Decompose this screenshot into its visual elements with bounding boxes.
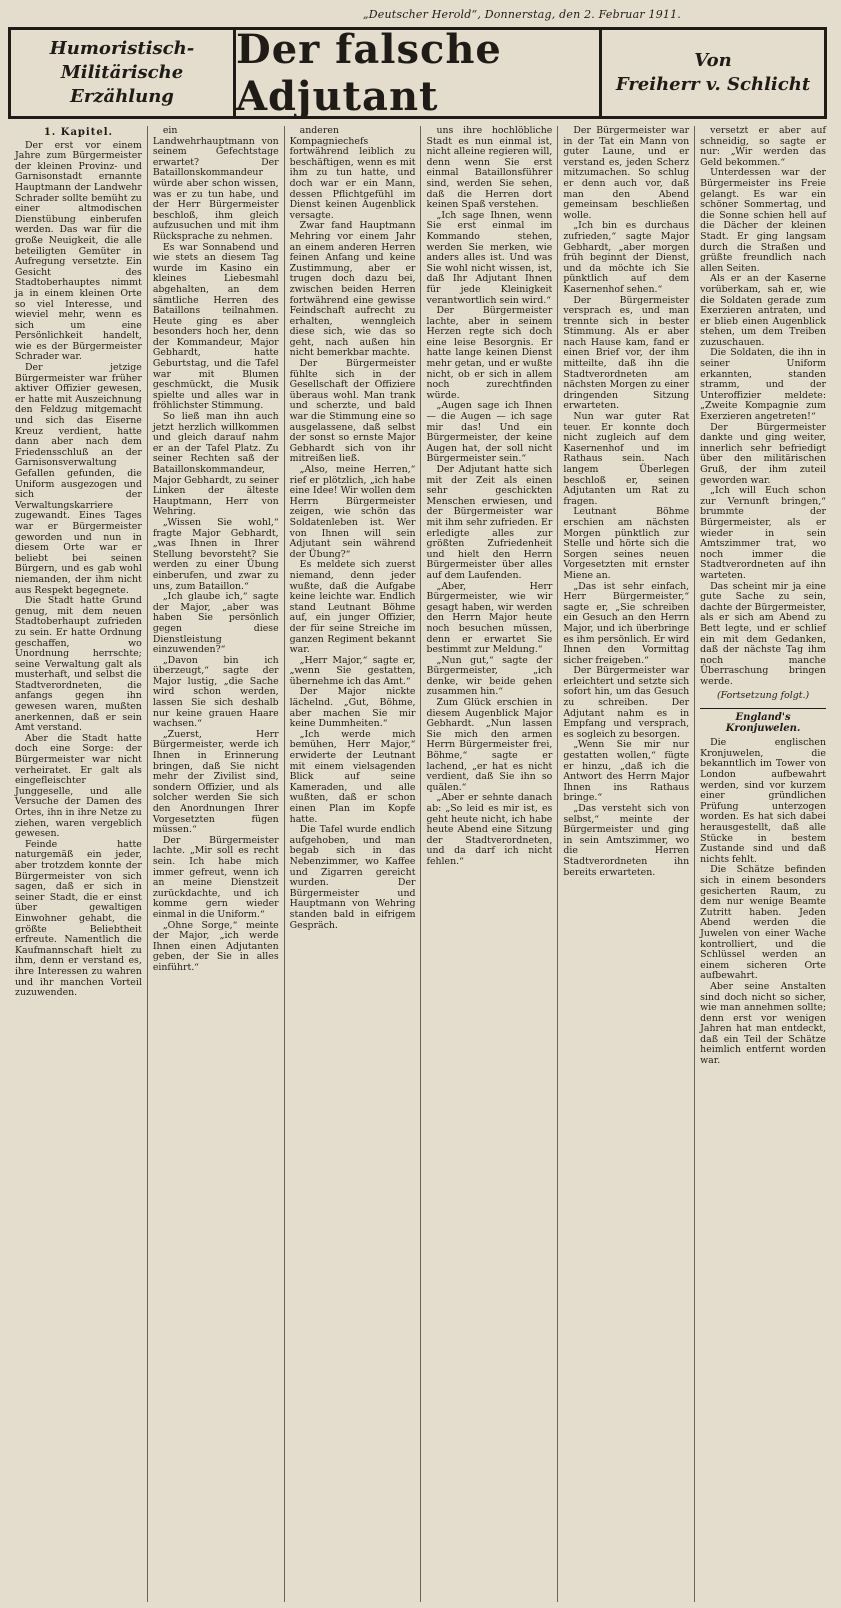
section-divider: [700, 708, 826, 709]
text-columns: [10, 126, 831, 1602]
paragraph: Die Tafel wurde endlich aufgehoben, und man begab sich in das Nebenzimmer, wo Kaffee und Zigarren gereicht wurden. Der Bürgermeister und Hauptmann von Wehring standen bald in eifrigem Gespräch.: [289, 824, 416, 931]
paragraph: Es war Sonnabend und wie stets an diesem Tag wurde im Kasino ein kleines Liebesmahl abgehalten, an dem sämtliche Herren des Bataillons teilnahmen. Heute ging es aber besonders hoch her, denn der Kommandeur, Major Gebhardt, hatte Geburtstag, und die Tafel war mit Blumen geschmückt, die Musik spielte und alles war in fröhlichster Stimmung.: [152, 241, 279, 412]
paragraph: Der Bürgermeister war in der Tat ein Mann von guter Laune, und er verstand es, jeden Scherz mitzumachen. So schlug er denn auch vor, daß man den Abend gemeinsam beschließen wolle.: [563, 126, 690, 221]
paragraph: „Aber er sehnte danach ab: „So leid es mir ist, es geht heute nicht, ich habe heute Abend eine Sitzung der Stadtverordneten, und da darf ich nicht fehlen.“: [426, 792, 553, 867]
paragraph: „Davon bin ich überzeugt,“ sagte der Major lustig, „die Sache wird schon werden, lassen Sie sich deshalb nur keine grauen Haare wachsen.“: [152, 654, 279, 730]
story-title: Der falsche Adjutant: [233, 30, 602, 116]
paragraph: „Ich bin es durchaus zufrieden,“ sagte Major Gebhardt, „aber morgen früh beginnt der Dienst, und da möchte ich Sie pünktlich auf dem Kasernenhof sehen.“: [563, 220, 690, 295]
paragraph: „Ich glaube ich,“ sagte der Major, „aber was haben Sie persönlich gegen diese Dienstleistung einzuwenden?“: [152, 591, 279, 656]
paragraph: Der Adjutant hatte sich mit der Zeit als einen sehr geschickten Menschen erwiesen, und der Bürgermeister war mit ihm sehr zufrieden. Er erledigte alles zur größten Zufriedenheit und hielt den Herrn Bürgermeister über alles auf dem Laufenden.: [426, 464, 553, 581]
paragraph: anderen Kompagniechefs fortwährend leiblich zu beschäftigen, wenn es mit ihm zu tun hatte, und doch war er ein Mann, dessen Pflichtgefühl im Dienst keinen Augenblick versagte.: [289, 126, 416, 221]
paragraph: Der jetzige Bürgermeister war früher aktiver Offizier gewesen, er hatte mit Auszeichnung den Feldzug mitgemacht und sich das Eiserne Kreuz verdient, hatte dann aber nach dem Friedensschluß an der Garnisonsverwaltung Gefallen gefunden, die Uniform ausgezogen und sich der Verwaltungskarriere zugewandt. Eines Tages war er Bürgermeister geworden und nun in diesem Orte war er beliebt bei seinen Bürgern, und es gab wohl niemanden, der ihm nicht aus Respekt begegnete.: [15, 362, 142, 596]
genre-line-2: Erzählung: [70, 86, 174, 107]
column-1: [10, 126, 147, 1602]
paragraph: Der Bürgermeister fühlte sich in der Gesellschaft der Offiziere überaus wohl. Man trank und scherzte, und bald war die Stimmung eine so ausgelassene, daß selbst der sonst so ernste Major Gebhardt sich von ihr mitreißen ließ.: [289, 358, 416, 465]
paragraph: „Zuerst, Herr Bürgermeister, werde ich Ihnen in Erinnerung bringen, daß Sie nicht mehr der Zivilist sind, sondern Offizier, und als solcher werden Sie sich den Anordnungen Ihrer Vorgesetzten fügen müssen.“: [152, 728, 279, 836]
paragraph: „Ich will Euch schon zur Vernunft bringen,“ brummte der Bürgermeister, als er wieder in sein Amtszimmer trat, wo noch immer die Stadtverordneten auf ihn warteten.: [700, 485, 826, 581]
paragraph: Das scheint mir ja eine gute Sache zu sein, dachte der Bürgermeister, als er sich am Abend zu Bett legte, und er schlief ein mit dem Gedanken, daß der nächste Tag ihm noch manche Überraschung bringen werde.: [700, 580, 826, 687]
paragraph: Die Schätze befinden sich in einem besonders gesicherten Raum, zu dem nur wenige Beamte Zutritt haben. Jeden Abend werden die Juwelen von einer Wache kontrolliert, und die Schlüssel werden an einem sicheren Orte aufbewahrt.: [700, 864, 826, 982]
paragraph: Zwar fand Hauptmann Mehring vor einem Jahr an einem anderen Herren feinen Anfang und keine Zustimmung, aber er trugen doch dazu bei, zwischen beiden Herren fortwährend eine gewisse Feindschaft aufrecht zu erhalten, wenngleich diese sich, wie das so geht, nach außen hin nicht bemerkbar machte.: [289, 220, 416, 359]
column-2: [147, 126, 284, 1602]
paragraph: Der Bürgermeister lachte, aber in seinem Herzen regte sich doch eine leise Besorgnis. Er hatte lange keinen Dienst mehr getan, und er wußte nicht, ob er sich in allem noch zurechtfinden würde.: [426, 305, 553, 401]
author-label: [602, 30, 824, 116]
paragraph: Unterdessen war der Bürgermeister ins Freie gelangt. Es war ein schöner Sommertag, und die Sonne schien hell auf die Dächer der kleinen Stadt. Er ging langsam durch die Straßen und grüßte freundlich nach allen Seiten.: [700, 167, 826, 274]
genre-line-1: Humoristisch-Militärische: [49, 38, 195, 83]
paragraph: Aber seine Anstalten sind doch nicht so sicher, wie man annehmen sollte; denn erst vor wenigen Jahren hat man entdeckt, daß ein Teil der Schätze heimlich entfernt worden war.: [700, 980, 826, 1067]
paragraph: „Ich sage Ihnen, wenn Sie erst einmal im Kommando stehen, werden Sie merken, wie anders alles ist. Und was Sie wohl nicht wissen, ist, daß Ihr Adjutant Ihnen für jede Kleinigkeit verantwortlich sein wird.“: [426, 209, 553, 306]
paragraph: Die Stadt hatte Grund genug, mit dem neuen Stadtoberhaupt zufrieden zu sein. Er hatte Ordnung geschaffen, wo Unordnung herrschte; seine Verwaltung galt als musterhaft, und selbst die Stadtverordneten, die anfangs gegen ihn gewesen waren, mußten anerkennen, daß er sein Amt verstand.: [15, 595, 142, 734]
paragraph: So ließ man ihn auch jetzt herzlich willkommen und gleich darauf nahm er an der Tafel Platz. Zu seiner Rechten saß der Bataillonskommandeur, Major Gebhardt, zu seiner Linken der älteste Hauptmann, Herr von Wehring.: [152, 411, 279, 518]
column-4: [420, 126, 557, 1602]
paragraph: Leutnant Böhme erschien am nächsten Morgen pünktlich zur Stelle und hörte sich die Sorgen seines neuen Vorgesetzten mit ernster Miene an.: [563, 506, 690, 581]
paragraph: „Aber, Herr Bürgermeister, wie wir gesagt haben, wir werden den Herrn Major heute noch besuchen müssen, denn er erwartet Sie bestimmt zur Meldung.“: [426, 580, 553, 656]
paragraph: „Ohne Sorge,“ meinte der Major, „ich werde Ihnen einen Adjutanten geben, der Sie in alles einführt.“: [152, 919, 279, 973]
paragraph: Der Bürgermeister lachte. „Mir soll es recht sein. Ich habe mich immer gefreut, wenn ich an meine Dienstzeit zurückdachte, und ich komme gern wieder einmal in die Uniform.“: [152, 834, 279, 920]
paragraph: Nun war guter Rat teuer. Er konnte doch nicht zugleich auf dem Kasernenhof und im Rathaus sein. Nach langem Überlegen beschloß er, seinen Adjutanten um Rat zu fragen.: [563, 411, 690, 507]
paragraph: Zum Glück erschien in diesem Augenblick Major Gebhardt. „Nun lassen Sie mich den armen Herrn Bürgermeister frei, Böhme,“ sagte er lachend, „er hat es nicht verdient, daß Sie ihn so quälen.“: [426, 697, 553, 793]
paragraph: „Also, meine Herren,“ rief er plötzlich, „ich habe eine Idee! Wir wollen dem Herrn Bürgermeister zeigen, wie schön das Soldatenleben ist. Wer von Ihnen will sein Adjutant sein während der Übung?“: [289, 464, 416, 560]
column-5: [557, 126, 694, 1602]
paragraph: „Nun gut,“ sagte der Bürgermeister, „ich denke, wir beide gehen zusammen hin.“: [426, 654, 553, 698]
news-headline: England's Kronjuwelen.: [725, 712, 801, 734]
author-line-1: Von: [694, 50, 732, 71]
paragraph: Feinde hatte naturgemäß ein jeder, aber trotzdem konnte der Bürgermeister von sich sagen, daß er sich in seiner Stadt, die er einst über gewaltigen Einwohner gehabt, die größte Beliebtheit erfreute. Namentlich die Kaufmannschaft hielt zu ihm, denn er verstand es, ihre Interessen zu wahren und ihr manchen Vorteil zuzuwenden.: [15, 838, 142, 999]
paragraph: „Augen sage ich Ihnen — die Augen — ich sage mir das! Und ein Bürgermeister, der keine Augen hat, der soll nicht Bürgermeister sein.“: [426, 400, 553, 465]
paragraph: uns ihre hochlöbliche Stadt es nun einmal ist, nicht alleine regieren will, denn wenn Sie erst einmal Bataillonsführer sind, werden Sie sehen, daß die Herren dort keinen Spaß verstehen.: [426, 126, 553, 211]
paragraph: Der Bürgermeister war erleichtert und setzte sich sofort hin, um das Gesuch zu schreiben. Der Adjutant nahm es in Empfang und versprach, es sogleich zu besorgen.: [563, 665, 690, 740]
paragraph: Der Major nickte lächelnd. „Gut, Böhme, aber machen Sie mir keine Dummheiten.“: [289, 686, 416, 730]
paragraph: Der erst vor einem Jahre zum Bürgermeister der kleinen Provinz- und Garnisonstadt ernannte Hauptmann der Landwehr Schrader sollte bemüht zu einer altmodischen Dienstübung einberufen werden. Das war für die große Neuigkeit, die alle beteiligten Gemüter in Aufregung versetzte. Ein Gesicht des Stadtoberhauptes nimmt ja in einem kleinen Orte so viel Interesse, und wieviel mehr, wenn es sich um eine Persönlichkeit handelt, wie es der Bürgermeister Schrader war.: [15, 139, 142, 363]
paragraph: Der Bürgermeister versprach es, und man trennte sich in bester Stimmung. Als er aber nach Hause kam, fand er einen Brief vor, der ihm mitteilte, daß ihn die Stadtverordneten am nächsten Morgen zu einer dringenden Sitzung erwarteten.: [563, 294, 690, 412]
paragraph: „Das versteht sich von selbst,“ meinte der Bürgermeister und ging in sein Amtszimmer, wo die Herren Stadtverordneten ihn bereits erwarteten.: [563, 803, 690, 878]
paragraph: „Wenn Sie mir nur gestatten wollen,“ fügte er hinzu, „daß ich die Antwort des Herrn Major Ihnen ins Rathaus bringe.“: [563, 739, 690, 804]
column-3: [284, 126, 421, 1602]
column-6: [694, 126, 831, 1602]
paragraph: versetzt er aber auf schneidig, so sagte er nur: „Wir werden das Geld bekommen.“: [700, 126, 826, 168]
story-masthead: [8, 27, 827, 119]
paragraph: Der Bürgermeister dankte und ging weiter, innerlich sehr befriedigt über den militärischen Gruß, der ihm zuteil geworden war.: [700, 421, 826, 486]
paragraph: „Ich werde mich bemühen, Herr Major,“ erwiderte der Leutnant mit einem vielsagenden Blick auf seine Kameraden, und alle wußten, daß er schon einen Plan im Kopfe hatte.: [289, 728, 416, 825]
paragraph: „Wissen Sie wohl,“ fragte Major Gebhardt, „was Ihnen in Ihrer Stellung bevorsteht? Sie werden zu einer Übung einberufen, und zwar zu uns, zum Bataillon.“: [152, 516, 279, 592]
paragraph: Als er an der Kaserne vorüberkam, sah er, wie die Soldaten gerade zum Exerzieren antraten, und er blieb einen Augenblick stehen, um dem Treiben zuzuschauen.: [700, 273, 826, 348]
paragraph: Die Soldaten, die ihn in seiner Uniform erkannten, standen stramm, und der Unteroffizier meldete: „Zweite Kompagnie zum Exerzieren angetreten!“: [700, 347, 826, 423]
paragraph: „Das ist sehr einfach, Herr Bürgermeister,“ sagte er, „Sie schreiben ein Gesuch an den Herrn Major, und ich überbringe es ihm persönlich. Er wird Ihnen den Vormittag sicher freigeben.“: [563, 580, 690, 666]
continuation-note: (Fortsetzung folgt.): [716, 690, 810, 702]
genre-label: [11, 30, 233, 116]
paragraph: Es meldete sich zuerst niemand, denn jeder wußte, daß die Aufgabe keine leichte war. Endlich stand Leutnant Böhme auf, ein junger Offizier, der für seine Streiche im ganzen Regiment bekannt war.: [289, 559, 416, 656]
paragraph: Die englischen Kronjuwelen, die bekanntlich im Tower von London aufbewahrt werden, sind vor kurzem einer gründlichen Prüfung unterzogen worden. Es hat sich dabei herausgestellt, daß alle Stücke in bestem Zustande sind und daß nichts fehlt.: [700, 737, 826, 865]
paragraph: „Herr Major,“ sagte er, „wenn Sie gestatten, übernehme ich das Amt.“: [289, 654, 416, 687]
running-head: „Deutscher Herold“, Donnerstag, den 2. Februar 1911.: [362, 8, 681, 21]
paragraph: Aber die Stadt hatte doch eine Sorge: der Bürgermeister war nicht verheiratet. Er galt als eingefleischter Junggeselle, und alle Versuche der Damen des Ortes, ihn in ihre Netze zu ziehen, waren vergeblich gewesen.: [15, 732, 142, 840]
paragraph: ein Landwehrhauptmann von seinem Gefechtstage erwartet? Der Bataillonskommandeur würde aber schon wissen, was er zu tun habe, und der Herr Bürgermeister beschloß, ihm gleich aufzusuchen und mit ihm Rücksprache zu nehmen.: [152, 126, 279, 242]
author-line-2: Freiherr v. Schlicht: [615, 74, 811, 95]
chapter-heading: 1. Kapitel.: [43, 127, 113, 138]
